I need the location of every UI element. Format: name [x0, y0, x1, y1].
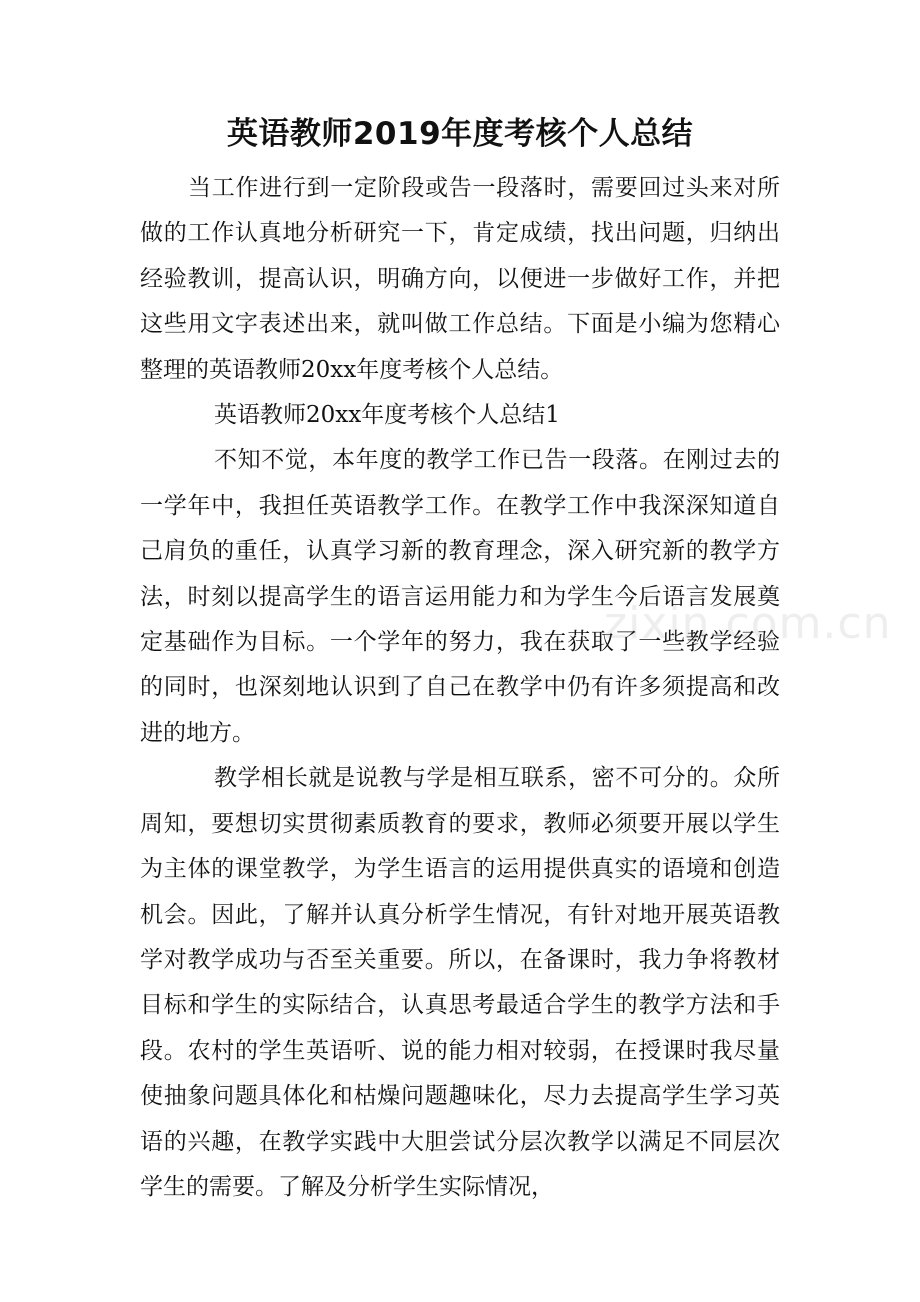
document-body: [140, 166, 780, 1210]
section-heading: 英语教师20xx年度考核个人总结1: [214, 402, 560, 429]
watermark: zixin.com.cn: [604, 598, 892, 649]
body-paragraph-2: 教学相长就是说教与学是相互联系，密不可分的。众所周知，要想切实贯彻素质教育的要求，教师必须要开展以学生为主体的课堂教学，为学生语言的运用提供真实的语境和创造机会。因此，了解并认真分析学生情况，有针对地开展英语教学对教学成功与否至关重要。所以，在备课时，我力争将教材目标和学生的实际结合，认真思考最适合学生的教学方法和手段。农村的学生英语听、说的能力相对较弱，在授课时我尽量使抽象问题具体化和枯燥问题趣味化，尽力去提高学生学习英语的兴趣，在教学实践中大胆尝试分层次教学以满足不同层次学生的需要。了解及分析学生实际情况，: [140, 765, 780, 1200]
body-paragraph-1: 不知不觉，本年度的教学工作已告一段落。在刚过去的一学年中，我担任英语教学工作。在教学工作中我深深知道自己肩负的重任，认真学习新的教育理念，深入研究新的教学方法，时刻以提高学生的语言运用能力和为学生今后语言发展奠定基础作为目标。一个学年的努力，我在获取了一些教学经验的同时，也深刻地认识到了自己在教学中仍有许多须提高和改进的地方。: [140, 447, 780, 746]
intro-paragraph: 当工作进行到一定阶段或告一段落时，需要回过头来对所做的工作认真地分析研究一下，肯定成绩，找出问题，归纳出经验教训，提高认识，明确方向，以便进一步做好工作，并把这些用文字表述出来，就叫做工作总结。下面是小编为您精心整理的英语教师20xx年度考核个人总结。: [140, 175, 780, 383]
document-title: 英语教师2019年度考核个人总结: [226, 116, 694, 152]
